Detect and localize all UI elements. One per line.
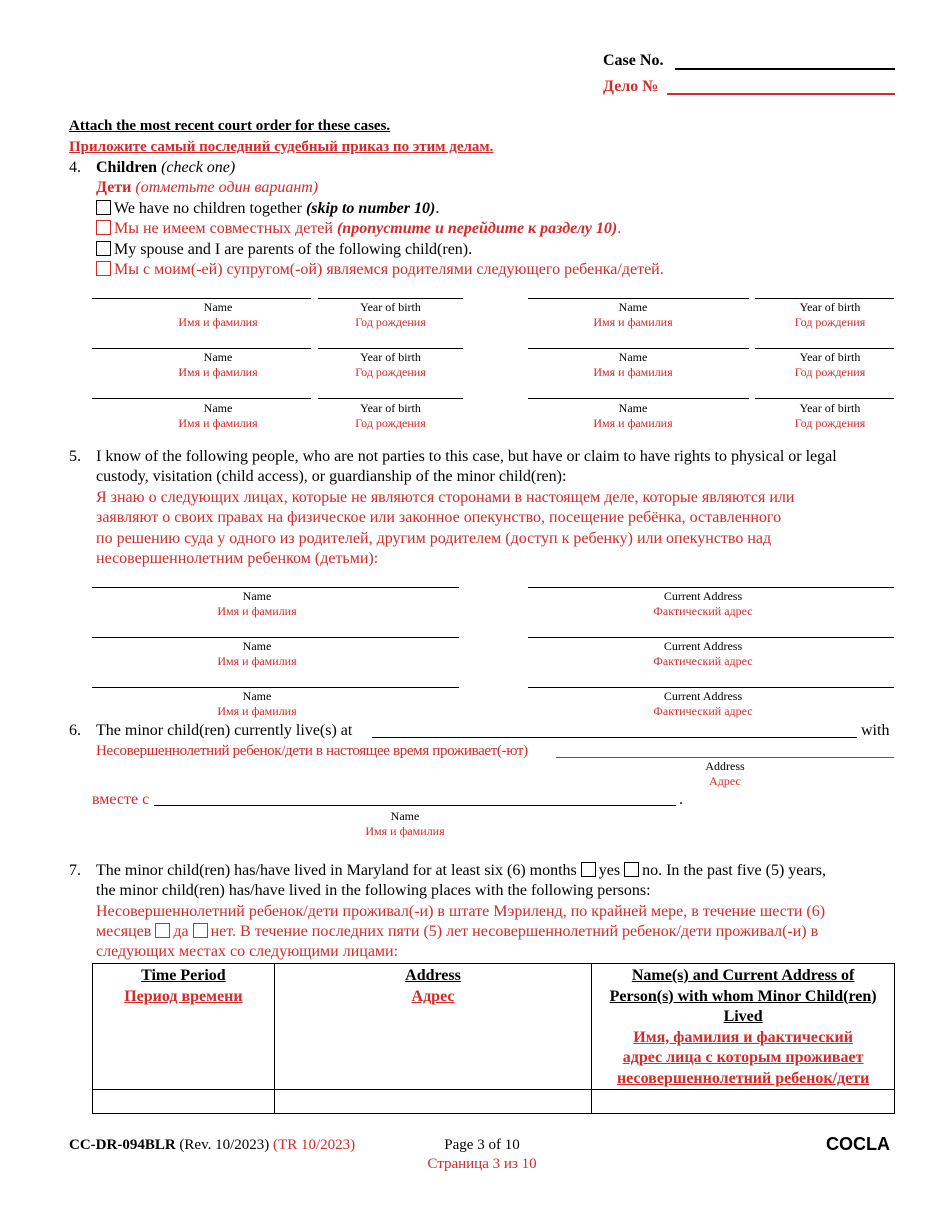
person-name-field[interactable] xyxy=(92,637,459,638)
address-caption: Current Address Фактический адрес xyxy=(653,639,753,668)
child-year-field[interactable] xyxy=(755,398,894,399)
name-caption: Name Имя и фамилия xyxy=(178,300,258,329)
parents-checkbox[interactable] xyxy=(96,241,111,256)
address-caption: Current Address Фактический адрес xyxy=(653,689,753,718)
child-year-field[interactable] xyxy=(755,298,894,299)
child-name-field[interactable] xyxy=(92,298,311,299)
section-7-ru-line3: следующих местах со следующими лицами: xyxy=(96,943,399,960)
section-7-text-line1: The minor child(ren) has/have lived in Maryland for at least six (6) months yes no. In the past five (5) years, xyxy=(96,862,827,879)
table-header-row xyxy=(93,964,895,1090)
section-6-with: with xyxy=(861,722,890,739)
section-6-together-ru: вместе с xyxy=(92,791,150,808)
case-no-field-ru[interactable] xyxy=(667,93,895,95)
case-no-field[interactable] xyxy=(675,68,895,70)
section-6-number: 6. xyxy=(69,722,81,739)
name-caption: Name Имя и фамилия xyxy=(178,401,258,430)
maryland-no-checkbox[interactable] xyxy=(624,862,639,877)
child-name-field[interactable] xyxy=(528,298,749,299)
child-residence-field-ru[interactable] xyxy=(556,757,894,758)
time-period-cell[interactable] xyxy=(93,1090,275,1114)
maryland-no-checkbox-ru[interactable] xyxy=(193,923,208,938)
address-caption: Current Address Фактический адрес xyxy=(653,589,753,618)
name-caption: Name Имя и фамилия xyxy=(593,300,673,329)
section-5-text-line2: custody, visitation (child access), or guardianship of the minor child(ren): xyxy=(96,468,567,485)
option-no-children-ru: Мы не имеем совместных детей (пропустите и перейдите к разделу 10). xyxy=(96,220,621,238)
child-name-field[interactable] xyxy=(92,348,311,349)
child-year-field[interactable] xyxy=(318,398,463,399)
name-caption: Name Имя и фамилия xyxy=(217,689,297,718)
section-5-ru-line1: Я знаю о следующих лицах, которые не являются сторонами в настоящем деле, которые являются или xyxy=(96,489,795,506)
section-7-ru-line2: месяцев да нет. В течение последних пяти (5) лет несовершеннолетний ребенок/дети проживал(-и) в xyxy=(96,923,819,940)
child-name-field[interactable] xyxy=(528,398,749,399)
child-year-field[interactable] xyxy=(755,348,894,349)
co-resident-name-field[interactable] xyxy=(154,805,676,806)
persons-header: Name(s) and Current Address of Person(s) with whom Minor Child(ren) Lived Имя, фамилия и фактический адрес лица с которым проживает несовершеннолетний ребенок/дети xyxy=(592,964,895,1090)
person-address-field[interactable] xyxy=(528,637,894,638)
option-no-children: We have no children together (skip to number 10). xyxy=(96,200,439,218)
page-number: Page 3 of 10 xyxy=(444,1137,520,1153)
brand-logo: COCLA xyxy=(826,1134,890,1154)
maryland-yes-checkbox[interactable] xyxy=(581,862,596,877)
section-5-ru-line3: по решению суда у одного из родителей, другим родителем (доступ к ребенку) или опекунство над xyxy=(96,530,772,547)
section-5-ru-line4: несовершеннолетним ребенком (детьми): xyxy=(96,550,379,567)
section-6-period: . xyxy=(679,791,683,808)
maryland-yes-checkbox-ru[interactable] xyxy=(155,923,170,938)
name-caption: Name Имя и фамилия xyxy=(178,350,258,379)
year-caption: Year of birth Год рождения xyxy=(355,300,426,329)
child-year-field[interactable] xyxy=(318,298,463,299)
attach-instruction-ru: Приложите самый последний судебный приказ по этим делам. xyxy=(69,139,494,155)
child-name-field[interactable] xyxy=(92,398,311,399)
time-period-header: Time Period Период времени xyxy=(93,964,275,1090)
no-children-checkbox-ru[interactable] xyxy=(96,220,111,235)
year-caption: Year of birth Год рождения xyxy=(355,350,426,379)
child-year-field[interactable] xyxy=(318,348,463,349)
year-caption: Year of birth Год рождения xyxy=(355,401,426,430)
name-caption: Name Имя и фамилия xyxy=(217,589,297,618)
address-caption: Address Адрес xyxy=(705,759,745,788)
child-name-field[interactable] xyxy=(528,348,749,349)
case-no-label: Case No. xyxy=(603,52,664,69)
name-caption: Name Имя и фамилия xyxy=(593,350,673,379)
table-row xyxy=(93,1090,895,1114)
year-caption: Year of birth Год рождения xyxy=(794,401,866,430)
section-7-number: 7. xyxy=(69,862,81,879)
section-5-text-line1: I know of the following people, who are not parties to this case, but have or claim to have rights to physical or legal xyxy=(96,448,837,465)
attach-instruction: Attach the most recent court order for these cases. xyxy=(69,118,391,134)
section-7-text-line2: the minor child(ren) has/have lived in the following places with the following persons: xyxy=(96,882,651,899)
option-parents: My spouse and I are parents of the following child(ren). xyxy=(96,241,472,259)
no-children-checkbox[interactable] xyxy=(96,200,111,215)
section-4-number: 4. xyxy=(69,159,81,176)
person-address-field[interactable] xyxy=(528,687,894,688)
person-address-field[interactable] xyxy=(528,587,894,588)
section-7-ru-line1: Несовершеннолетний ребенок/дети проживал(-и) в штате Мэриленд, по крайней мере, в течение шести (6) xyxy=(96,903,826,920)
year-caption: Year of birth Год рождения xyxy=(794,300,866,329)
person-name-field[interactable] xyxy=(92,587,459,588)
section-6-text-ru: Несовершеннолетний ребенок/дети в настоящее время проживает(-ют) xyxy=(96,743,528,759)
section-5-ru-line2: заявляют о своих правах на физическое или законное опекунство, посещение ребёнка, оставленного xyxy=(96,509,782,526)
address-header: Address Адрес xyxy=(274,964,591,1090)
year-caption: Year of birth Год рождения xyxy=(794,350,866,379)
name-caption: Name Имя и фамилия xyxy=(217,639,297,668)
section-4-title: Children (check one) xyxy=(96,159,236,176)
person-name-field[interactable] xyxy=(92,687,459,688)
form-identifier: CC-DR-094BLR (Rev. 10/2023) (TR 10/2023) xyxy=(69,1137,356,1153)
section-6-text: The minor child(ren) currently live(s) at xyxy=(96,722,353,739)
child-residence-field[interactable] xyxy=(372,737,857,738)
section-5-number: 5. xyxy=(69,448,81,465)
page-number-ru: Страница 3 из 10 xyxy=(427,1156,537,1172)
address-cell[interactable] xyxy=(274,1090,591,1114)
persons-cell[interactable] xyxy=(592,1090,895,1114)
residence-history-table xyxy=(92,963,895,1114)
name-caption: Name Имя и фамилия xyxy=(365,809,445,838)
name-caption: Name Имя и фамилия xyxy=(593,401,673,430)
parents-checkbox-ru[interactable] xyxy=(96,261,111,276)
case-no-label-ru: Дело № xyxy=(603,78,659,95)
option-parents-ru: Мы с моим(-ей) супругом(-ой) являемся родителями следующего ребенка/детей. xyxy=(96,261,664,279)
section-4-title-ru: Дети (отметьте один вариант) xyxy=(96,179,319,196)
